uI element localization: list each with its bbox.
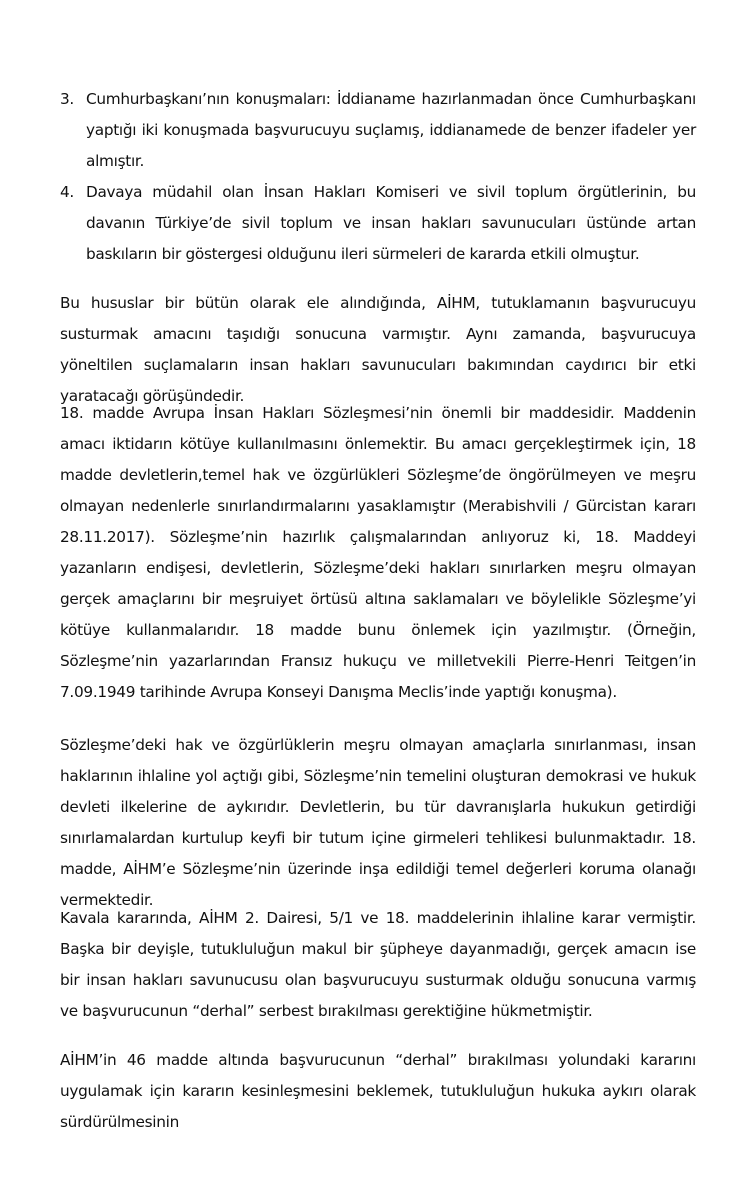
list-item — [60, 84, 696, 177]
list-item-text: Cumhurbaşkanı’nın konuşmaları: İddianame hazırlanmadan önce Cumhurbaşkanı yaptığı iki konuşmada başvurucuyu suçlamış, iddianamede de benzer ifadeler yer almıştır. — [86, 90, 696, 170]
list-item-text: Davaya müdahil olan İnsan Hakları Komiseri ve sivil toplum örgütlerinin, bu davanın Türkiye’de sivil toplum ve insan hakları savunucuları üstünde artan baskıların bir göstergesi olduğunu ileri sürmeleri de kararda etkili olmuştur. — [86, 183, 696, 263]
list-item — [60, 177, 696, 270]
list-item-number: 4. — [60, 183, 74, 201]
paragraph-restrictions: Sözleşme’deki hak ve özgürlüklerin meşru olmayan amaçlarla sınırlanması, insan haklarının ihlaline yol açtığı gibi, Sözleşme’nin temelini oluşturan demokrasi ve hukuk devleti ilkelerine de aykırıdır. Devletlerin, bu tür davranışlarla hukukun getirdiği sınırlamalardan kurtulup keyfi bir tutum içine girmeleri tehlikesi bulunmaktadır. 18. madde, AİHM’e Sözleşme’nin üzerinde inşa edildiği temel değerleri koruma olanağı vermektedir. — [60, 736, 696, 909]
list-item-number: 3. — [60, 90, 74, 108]
paragraph-article-46: AİHM’in 46 madde altında başvurucunun “derhal” bırakılması yolundaki kararını uygulamak için kararın kesinleşmesini beklemek, tutukluluğun hukuka aykırı olarak sürdürülmesinin — [60, 1051, 696, 1131]
paragraph-article-18: 18. madde Avrupa İnsan Hakları Sözleşmesi’nin önemli bir maddesidir. Maddenin amacı iktidarın kötüye kullanılmasını önlemektir. Bu amacı gerçekleştirmek için, 18 madde devletlerin,temel hak ve özgürlükleri Sözleşme’de öngörülmeyen ve meşru olmayan nedenlerle sınırlandırmalarını yasaklamıştır (Merabishvili / Gürcistan kararı 28.11.2017). Sözleşme’nin hazırlık çalışmalarından anlıyoruz ki, 18. Maddeyi yazanların endişesi, devletlerin, Sözleşme’deki hakları sınırlarken meşru olmayan gerçek amaçlarını bir meşruiyet örtüsü altına saklamaları ve böylelikle Sözleşme’yi kötüye kullanmalarıdır. 18 madde bunu önlemek için yazılmıştır. (Örneğin, Sözleşme’nin yazarlarından Fransız hukuçu ve milletvekili Pierre-Henri Teitgen’in 7.09.1949 tarihinde Avrupa Konseyi Danışma Meclis’inde yaptığı konuşma). — [60, 404, 696, 701]
paragraph-kavala-judgment: Kavala kararında, AİHM 2. Dairesi, 5/1 ve 18. maddelerinin ihlaline karar vermiştir. Başka bir deyişle, tutukluluğun makul bir şüpheye dayanmadığı, gerçek amacın ise bir insan hakları savunucusu olan başvurucuyu susturmak olduğu sonucuna varmış ve başvurucunun “derhal” serbest bırakılması gerektiğine hükmetmiştir. — [60, 909, 696, 1020]
numbered-list — [60, 84, 696, 270]
paragraph-conclusion: Bu hususlar bir bütün olarak ele alındığında, AİHM, tutuklamanın başvurucuyu susturmak amacını taşıdığı sonucuna varmıştır. Aynı zamanda, başvurucuya yöneltilen suçlamaların insan hakları savunucuları bakımından caydırıcı bir etki yaratacağı görüşündedir. — [60, 294, 696, 405]
